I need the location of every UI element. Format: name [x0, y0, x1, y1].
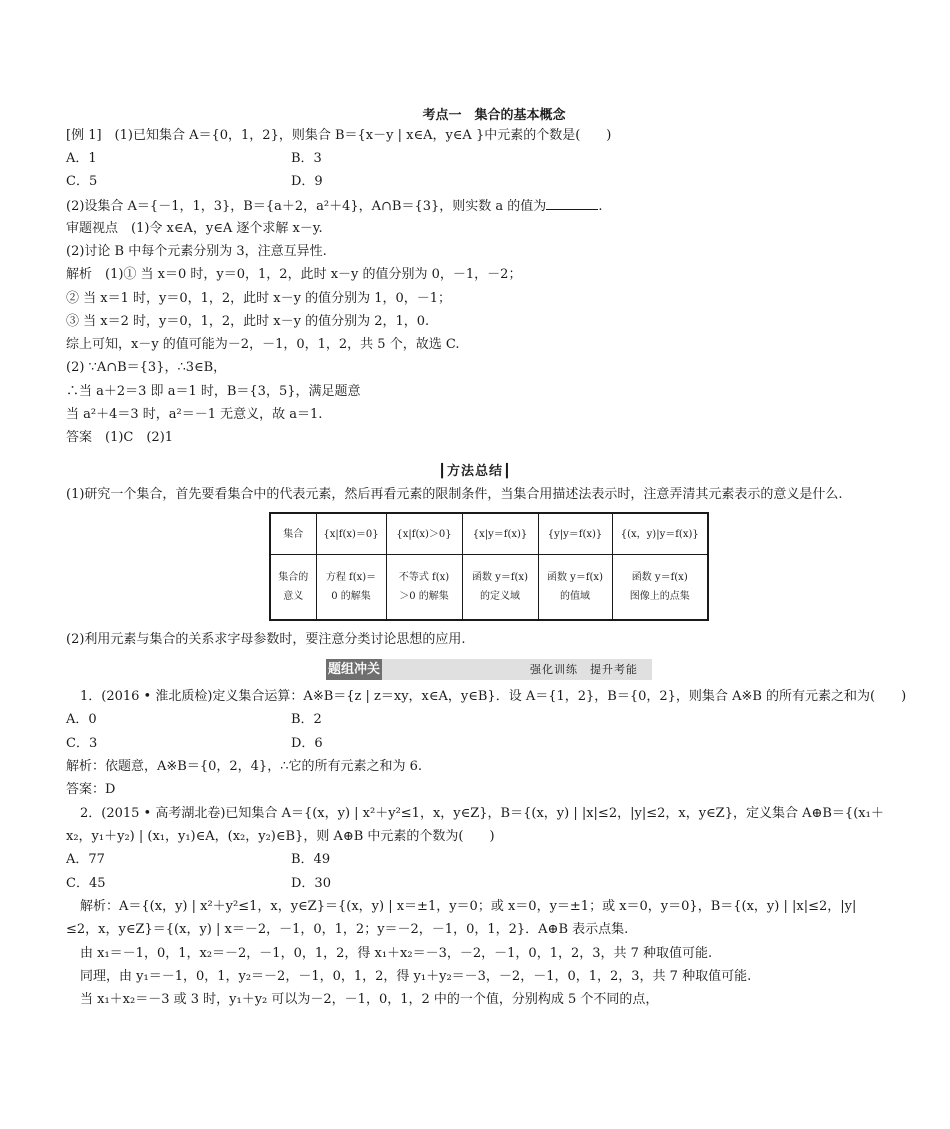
solution-line-1: 解析 (1)① 当 x＝0 时，y＝0，1，2，此时 x－y 的值分别为 0，－1，－2； — [66, 267, 522, 282]
cell-line: 函数 y＝f(x) — [472, 572, 528, 583]
answer-blank — [546, 197, 598, 210]
practice-2-solution-line-1: 解析：A＝{(x，y) | x²＋y²≤1，x，y∈Z}＝{(x，y) | x＝±1，y＝0；或 x＝0，y＝±1；或 x＝0，y＝0}，B＝{(x，y) | |x|≤2，|y| — [80, 899, 857, 914]
table-row — [270, 555, 708, 621]
solution-line-6: ∴当 a＋2＝3 即 a＝1 时，B＝{3，5}，满足题意 — [66, 384, 361, 399]
practice-2-solution-line-2: ≤2，x，y∈Z}＝{(x，y) | x＝－2，－1，0，1，2；y＝－2，－1，0，1，2}．A⊕B 表示点集. — [66, 922, 629, 937]
practice-2-solution-line-5: 当 x₁＋x₂＝－3 或 3 时，y₁＋y₂ 可以为－2，－1，0，1，2 中的一个值，分别构成 5 个不同的点， — [80, 992, 659, 1007]
practice-question-2-line-1: 2．(2015 • 高考湖北卷)已知集合 A＝{(x，y) | x²＋y²≤1，x，y∈Z}，B＝{(x，y) | |x|≤2，|y|≤2，x，y∈Z}，定义集合 A⊕B＝{(x₁＋ — [80, 806, 884, 821]
cell-line: 的值域 — [560, 591, 590, 602]
solution-line-5: (2) ∵A∩B＝{3}，∴3∈B， — [66, 360, 227, 375]
table-cell: 集合 — [270, 513, 316, 555]
table-cell: {x|f(x)＝0} — [316, 513, 386, 555]
solution-line-7: 当 a²＋4＝3 时，a²＝－1 无意义，故 a＝1. — [66, 407, 323, 422]
table-cell — [270, 555, 316, 621]
table-cell — [386, 555, 462, 621]
table-cell: {y|y＝f(x)} — [538, 513, 612, 555]
review-viewpoint-1: 审题视点 (1)令 x∈A，y∈A 逐个求解 x－y. — [66, 221, 323, 236]
table-cell: {x|y＝f(x)} — [462, 513, 538, 555]
practice-1-solution: 解析：依题意，A※B＝{0，2，4}，∴它的所有元素之和为 6. — [66, 759, 422, 774]
table-cell — [612, 555, 708, 621]
cell-line: 意义 — [283, 591, 304, 602]
option-a: A．0 — [66, 712, 97, 727]
question-2-text: (2)设集合 A＝{－1，1，3}，B＝{a＋2，a²＋4}，A∩B＝{3}，则实数 a 的值为 — [66, 199, 547, 214]
practice-2-solution-line-3: 由 x₁＝－1，0，1，x₂＝－2，－1，0，1，2，得 x₁＋x₂＝－3，－2，－1，0，1，2，3，共 7 种取值可能. — [80, 946, 713, 961]
option-b: B．3 — [291, 151, 322, 166]
option-a: A．1 — [66, 151, 97, 166]
method-summary-heading: ┃方法总结┃ — [438, 464, 512, 479]
option-b: B．2 — [291, 712, 322, 727]
table-cell — [316, 555, 386, 621]
cell-line: 函数 y＝f(x) — [631, 572, 688, 583]
option-d: D．30 — [291, 876, 331, 891]
table-cell: {x|f(x)＞0} — [386, 513, 462, 555]
table-row — [270, 513, 708, 555]
practice-1-answer: 答案：D — [66, 782, 116, 797]
practice-subtitle: 强化训练 提升考能 — [530, 663, 638, 676]
review-viewpoint-2: (2)讨论 B 中每个元素分别为 3，注意互异性. — [66, 244, 327, 259]
table-cell — [538, 555, 612, 621]
cell-line: 集合的 — [278, 572, 309, 583]
set-meaning-table — [269, 512, 709, 621]
solution-line-3: ③ 当 x＝2 时，y＝0，1，2，此时 x－y 的值分别为 2，1，0. — [66, 314, 430, 329]
cell-line: 0 的解集 — [331, 591, 371, 602]
method-summary-p2: (2)利用元素与集合的关系求字母参数时，要注意分类讨论思想的应用. — [66, 632, 466, 647]
option-c: C．45 — [66, 876, 106, 891]
section-title: 考点一 集合的基本概念 — [422, 108, 566, 123]
solution-line-4: 综上可知，x－y 的值可能为－2，－1，0，1，2，共 5 个，故选 C. — [66, 337, 460, 352]
option-a: A．77 — [66, 852, 105, 867]
cell-line: ＞0 的解集 — [399, 591, 449, 602]
practice-banner: 题组冲关 — [326, 659, 382, 680]
practice-question-2-line-2: x₂，y₁＋y₂) | (x₁，y₁)∈A，(x₂，y₂)∈B}，则 A⊕B 中元素的个数为( ) — [66, 829, 495, 844]
option-d: D．9 — [291, 174, 323, 189]
option-b: B．49 — [291, 852, 331, 867]
practice-2-solution-line-4: 同理，由 y₁＝－1，0，1，y₂＝－2，－1，0，1，2，得 y₁＋y₂＝－3，－2，－1，0，1，2，3，共 7 种取值可能. — [80, 969, 752, 984]
question-2-end: . — [598, 199, 603, 214]
solution-line-2: ② 当 x＝1 时，y＝0，1，2，此时 x－y 的值分别为 1，0，－1； — [66, 291, 452, 306]
example-question-1: [例 1] (1)已知集合 A＝{0，1，2}，则集合 B＝{x－y | x∈A，y∈A }中元素的个数是( ) — [66, 128, 612, 143]
answer-line: 答案 (1)C (2)1 — [66, 430, 174, 445]
option-c: C．5 — [66, 174, 98, 189]
cell-line: 图像上的点集 — [629, 591, 690, 602]
example-question-2 — [66, 197, 602, 215]
practice-question-1: 1．(2016 • 淮北质检)定义集合运算：A※B＝{z | z＝xy，x∈A，y∈B}．设 A＝{1，2}，B＝{0，2}，则集合 A※B 的所有元素之和为( ) — [80, 689, 907, 704]
cell-line: 方程 f(x)＝ — [325, 572, 377, 583]
cell-line: 不等式 f(x) — [398, 572, 450, 583]
cell-line: 函数 y＝f(x) — [547, 572, 603, 583]
option-d: D．6 — [291, 736, 323, 751]
table-cell: {(x，y)|y＝f(x)} — [612, 513, 708, 555]
cell-line: 的定义域 — [480, 591, 520, 602]
table-cell — [462, 555, 538, 621]
option-c: C．3 — [66, 736, 98, 751]
method-summary-p1: (1)研究一个集合，首先要看集合中的代表元素，然后再看元素的限制条件，当集合用描述法表示时，注意弄清其元素表示的意义是什么. — [66, 487, 843, 502]
